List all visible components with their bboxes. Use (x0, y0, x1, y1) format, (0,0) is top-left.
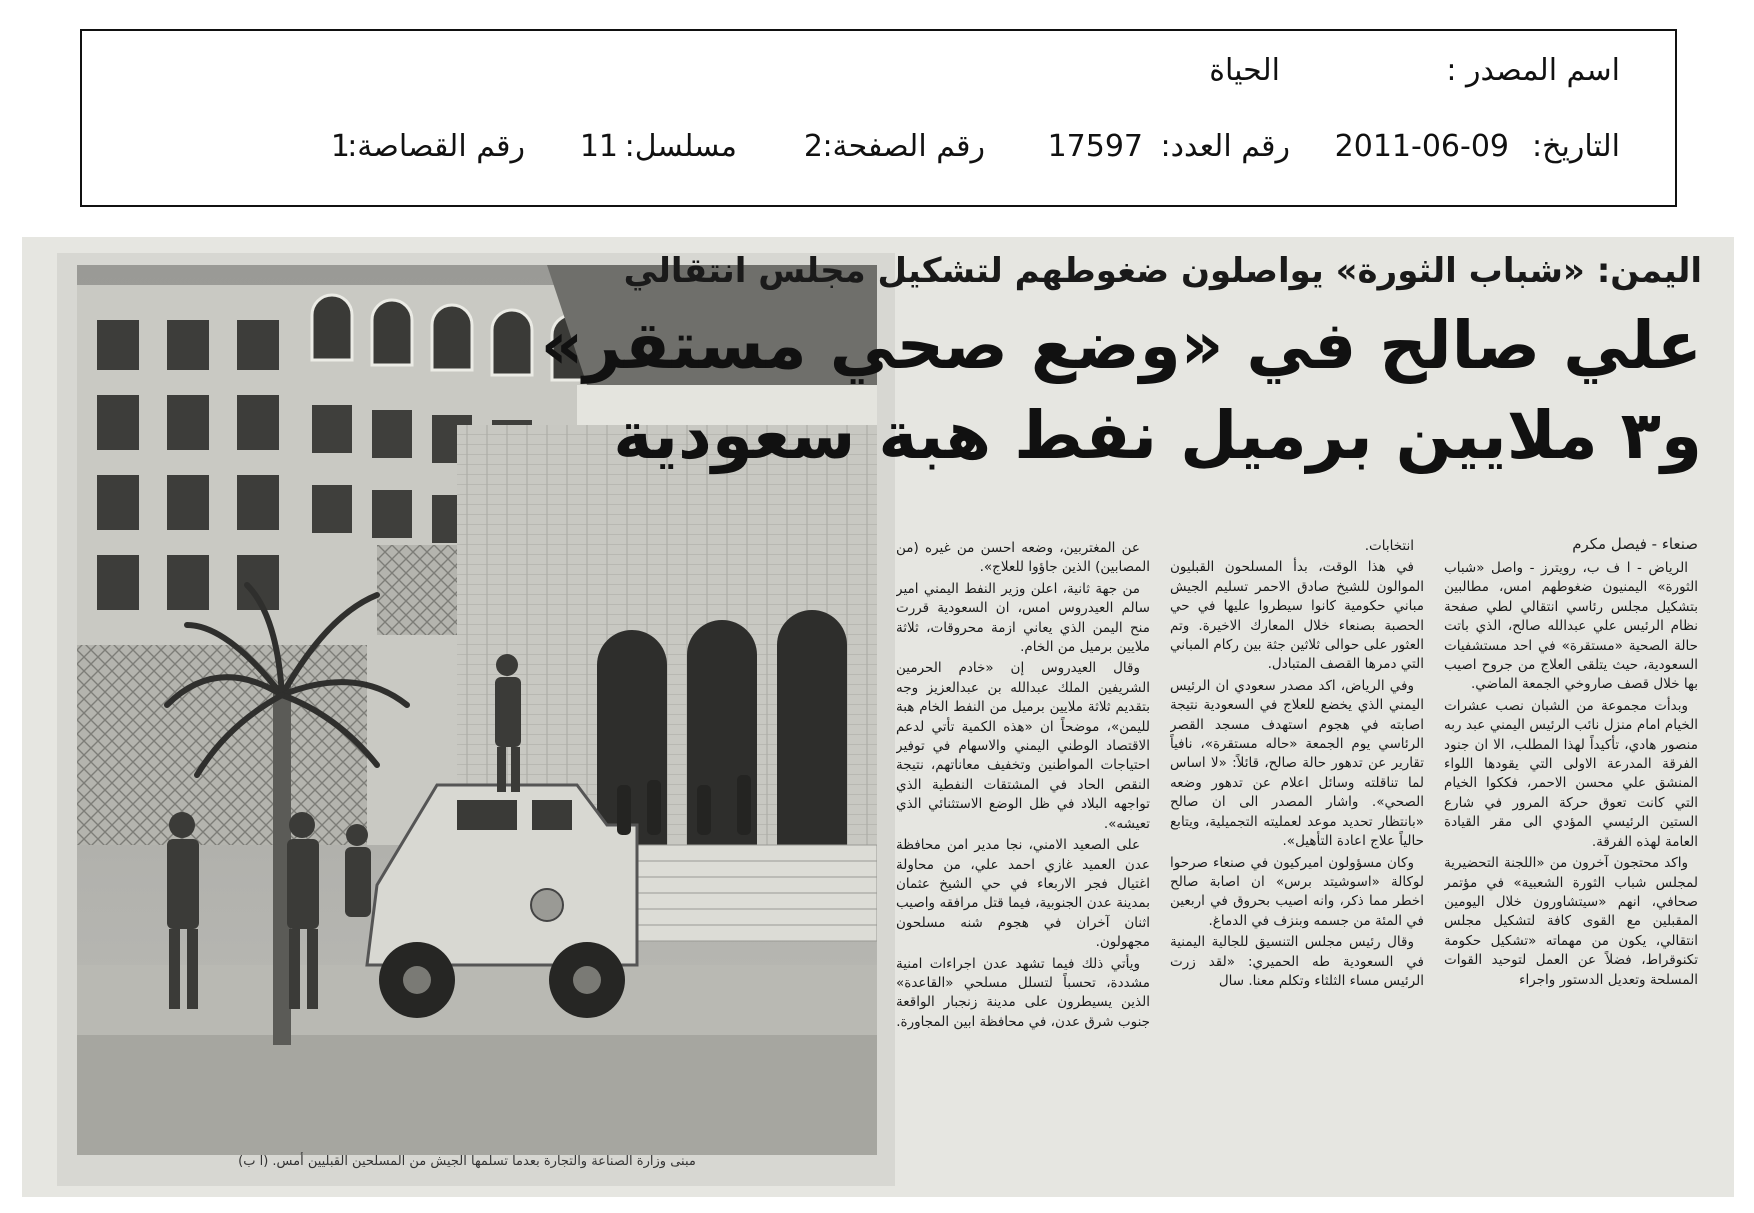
paragraph: عن المغتربين، وضعه احسن من غيره (من المصابين) الذين جاؤوا للعلاج». (896, 540, 1150, 576)
clip-label: رقم القصاصة: (347, 129, 525, 164)
paragraph: انتخابات. (1364, 538, 1414, 554)
headline-line-1: علي صالح في «وضع صحي مستقر» (540, 307, 1702, 384)
article-headline (540, 301, 1702, 481)
headline-line-2: و٣ ملايين برميل نفط هبة سعودية (613, 397, 1702, 474)
paragraph: على الصعيد الامني، نجا مدير امن محافظة عدن العميد غازي احمد علي، من محاولة اغتيال فجر الاربعاء في حي الشيخ عثمان بمدينة عدن الجنوبية، فيما قتل مرافقه واصيب اثنان آخران في هجوم شنه مسلحون مجهولون. (896, 837, 1150, 951)
article-kicker: اليمن: «شباب الثورة» يواصلون ضغوطهم لتشكيل مجلس انتقالي (623, 251, 1702, 291)
paragraph: واكد محتجون آخرون من «اللجنة التحضيرية لمجلس شباب الثورة الشعبية» في مؤتمر صحافي، انهم «سيتشاورون خلال اليومين المقبلين مع القوى كافة لتشكيل مجلس انتقالي، يكون من مهماته «تشكيل حكومة تكنوقراط، فضلاً عن العمل لتوحيد القوات المسلحة وتعديل الدستور واجراء (1444, 855, 1698, 988)
paragraph: الرياض - ا ف ب، رويترز - واصل «شباب الثورة» اليمنيون ضغوطهم امس، مطالبين بتشكيل مجلس رئاسي انتقالي لطي صفحة نظام الرئيس علي عبدالله صالح، الذي باتت حالة الصحية «مستقرة» في احد مستشفيات السعودية، حيث يتلقى العلاج من جروح اصيب بها خلال قصف صاروخي الجمعة الماضي. (1444, 560, 1698, 693)
page-label: رقم الصفحة: (822, 129, 985, 164)
article-column-2 (1170, 537, 1424, 1177)
serial-label: مسلسل: (624, 129, 737, 164)
paragraph: وبدأت مجموعة من الشبان نصب عشرات الخيام امام منزل نائب الرئيس اليمني عبد ربه منصور هادي، تأكيداً لهذا المطلب، الا ان جنود الفرقة المدرعة الاولى التي يقودها اللواء المنشق علي محسن الاحمر، فككوا الخيام التي كانت تعوق حركة المرور في شارع الستين الرئيسي المؤدي الى مقر القيادة العامة لهذه الفرقة. (1444, 697, 1698, 850)
paragraph: من جهة ثانية، اعلن وزير النفط اليمني امير سالم العيدروس امس، ان السعودية قررت منح اليمن الذي يعاني ازمة محروقات، ثلاثة ملايين برميل من الخام. (896, 580, 1150, 656)
paragraph: وكان مسؤولون اميركيون في صنعاء صرحوا لوكالة «اسوشيتد برس» ان اصابة صالح اخطر مما ذكر، وانه اصيب بحروق في اربعين في المئة من جسمه وبنزف في الدماغ. (1170, 854, 1424, 929)
paragraph: في هذا الوقت، بدأ المسلحون القبليون الموالون للشيخ صادق الاحمر تسليم الجيش مباني حكومية كانوا سيطروا عليها في حي الحصبة بصنعاء خلال المعارك الاخيرة. وتم العثور على حوالى ثلاثين جثة بين ركام المباني التي دمرها القصف المتبادل. (1170, 559, 1424, 673)
article-byline: صنعاء - فيصل مكرم (1572, 535, 1698, 553)
article-column-1 (1444, 559, 1698, 1179)
serial-value: 11 (579, 129, 618, 164)
clip-value: 1 (330, 129, 350, 164)
source-value: الحياة (1209, 53, 1280, 88)
newspaper-clipping (22, 237, 1734, 1197)
date-value: 2011-06-09 (1334, 129, 1509, 164)
issue-label: رقم العدد: (1160, 129, 1290, 164)
issue-value: 17597 (1047, 129, 1143, 164)
source-label: اسم المصدر : (1446, 53, 1620, 88)
paragraph: ويأتي ذلك فيما تشهد عدن اجراءات امنية مشددة، تحسباً لتسلل مسلحي «القاعدة» الذين يسيطرون على مدينة زنجبار الواقعة جنوب شرق عدن، في محافظة ابين المجاورة. (896, 955, 1150, 1030)
paragraph: وقال رئيس مجلس التنسيق للجالية اليمنية في السعودية طه الحميري: «لقد زرت الرئيس مساء الثلثاء وتكلم معنا. سال (1170, 934, 1424, 989)
paragraph: وقال العيدروس إن «خادم الحرمين الشريفين الملك عبدالله بن عبدالعزيز وجه بتقديم ثلاثة ملايين برميل من النفط الخام هبة لليمن»، موضحاً ان «هذه الكمية تأتي لدعم الاقتصاد الوطني اليمني والاسهام في توفير احتياجات المواطنين وتخفيف معاناتهم، نتيجة النقص الحاد في المشتقات النفطية الذي تواجهه البلاد في ظل الوضع الاستثنائي الذي تعيشه». (896, 660, 1150, 832)
article-column-3 (896, 539, 1150, 1179)
clipping-metadata-box (80, 29, 1677, 207)
photo-caption: مبنى وزارة الصناعة والتجارة بعدما تسلمها الجيش من المسلحين القبليين أمس. (ا ب) (238, 1154, 696, 1169)
page-value: 2 (803, 129, 823, 164)
paragraph: وفي الرياض، اكد مصدر سعودي ان الرئيس اليمني الذي يخضع للعلاج في السعودية نتيجة اصابته في هجوم استهدف مسجد القصر الرئاسي يوم الجمعة «حاله مستقرة»، نافياً تقارير عن تدهور حالة صالح، قائلاً: «لا اساس لما تناقلته وسائل اعلام عن تدهور وضعه الصحي». واشار المصدر الى ان صالح «بانتظار تحديد موعد لعمليته التجميلية، ويتابع حالياً علاج اعادة التأهيل». (1170, 677, 1424, 850)
date-label: التاريخ: (1532, 129, 1620, 164)
